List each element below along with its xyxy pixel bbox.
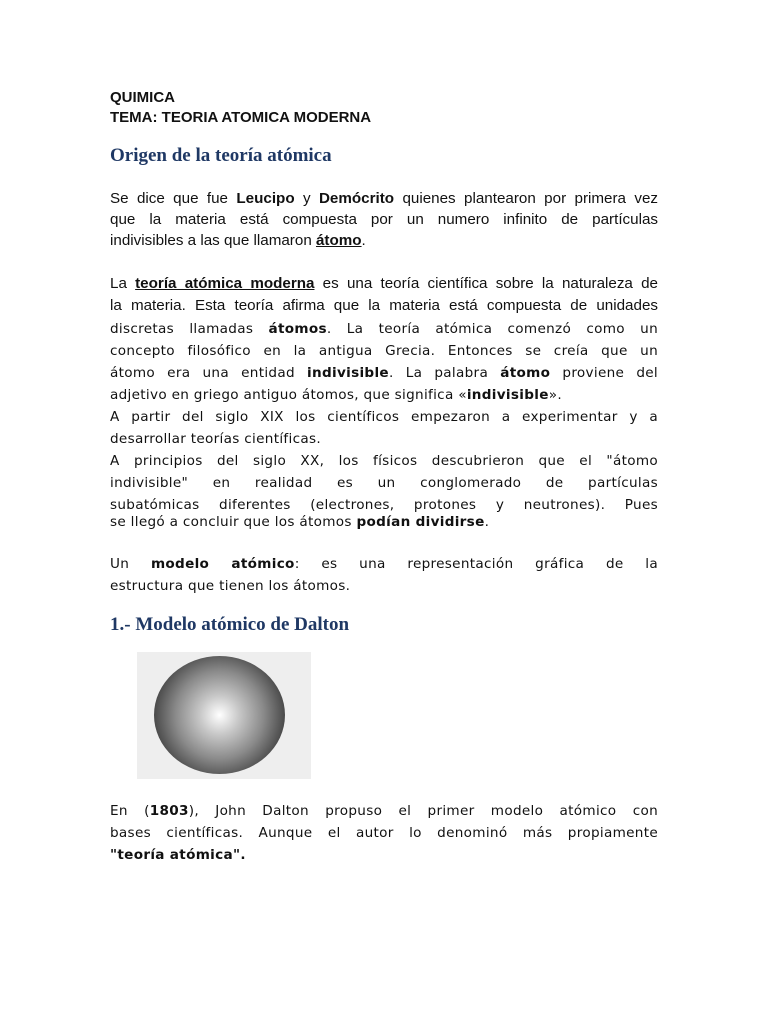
topic-title: TEMA: TEORIA ATOMICA MODERNA <box>110 109 372 126</box>
paragraph-line: concepto filosófico en la antigua Grecia. Entonces se creía que un <box>110 343 658 359</box>
atomo-term: átomo <box>315 232 362 249</box>
paragraph-line: La teoría atómica moderna es una teoría científica sobre la naturaleza de <box>110 275 658 292</box>
subject-title: QUIMICA <box>110 89 175 106</box>
paragraph-line: que la materia está compuesta por un numero infinito de partículas <box>110 211 658 228</box>
paragraph-line: adjetivo en griego antiguo átomos, que significa «indivisible». <box>110 387 562 403</box>
paragraph-line: estructura que tienen los átomos. <box>110 578 351 594</box>
solid-sphere-illustration <box>154 656 285 774</box>
paragraph-line: átomo era una entidad indivisible. La palabra átomo proviene del <box>110 365 659 381</box>
paragraph-line: se llegó a concluir que los átomos podían dividirse. <box>110 514 490 530</box>
paragraph-line: A partir del siglo XIX los científicos empezaron a experimentar y a <box>110 409 658 425</box>
teoria-atomica-term: teoría atómica moderna <box>135 275 315 292</box>
paragraph-line: En (1803), John Dalton propuso el primer modelo atómico con <box>110 803 659 819</box>
paragraph-line: desarrollar teorías científicas. <box>110 431 321 447</box>
paragraph-line: subatómicas diferentes (electrones, protones y neutrones). Pues <box>110 497 658 513</box>
paragraph-line: indivisibles a las que llamaron átomo. <box>110 232 366 249</box>
paragraph-line: "teoría atómica". <box>110 847 246 863</box>
paragraph-line: A principios del siglo XX, los físicos descubrieron que el "átomo <box>110 453 658 469</box>
section-heading-dalton: 1.- Modelo atómico de Dalton <box>110 614 350 635</box>
paragraph-line: bases científicas. Aunque el autor lo denominó más propiamente <box>110 825 658 841</box>
paragraph-line: indivisible" en realidad es un conglomerado de partículas <box>110 475 658 491</box>
dalton-atom-figure <box>137 652 311 779</box>
section-heading-origin: Origen de la teoría atómica <box>110 145 332 166</box>
paragraph-line: discretas llamadas átomos. La teoría atómica comenzó como un <box>110 321 658 337</box>
paragraph-line: Se dice que fue Leucipo y Demócrito quienes plantearon por primera vez <box>110 190 658 207</box>
paragraph-line: la materia. Esta teoría afirma que la materia está compuesta de unidades <box>110 297 658 314</box>
paragraph-line: Un modelo atómico: es una representación gráfica de la <box>110 556 659 572</box>
